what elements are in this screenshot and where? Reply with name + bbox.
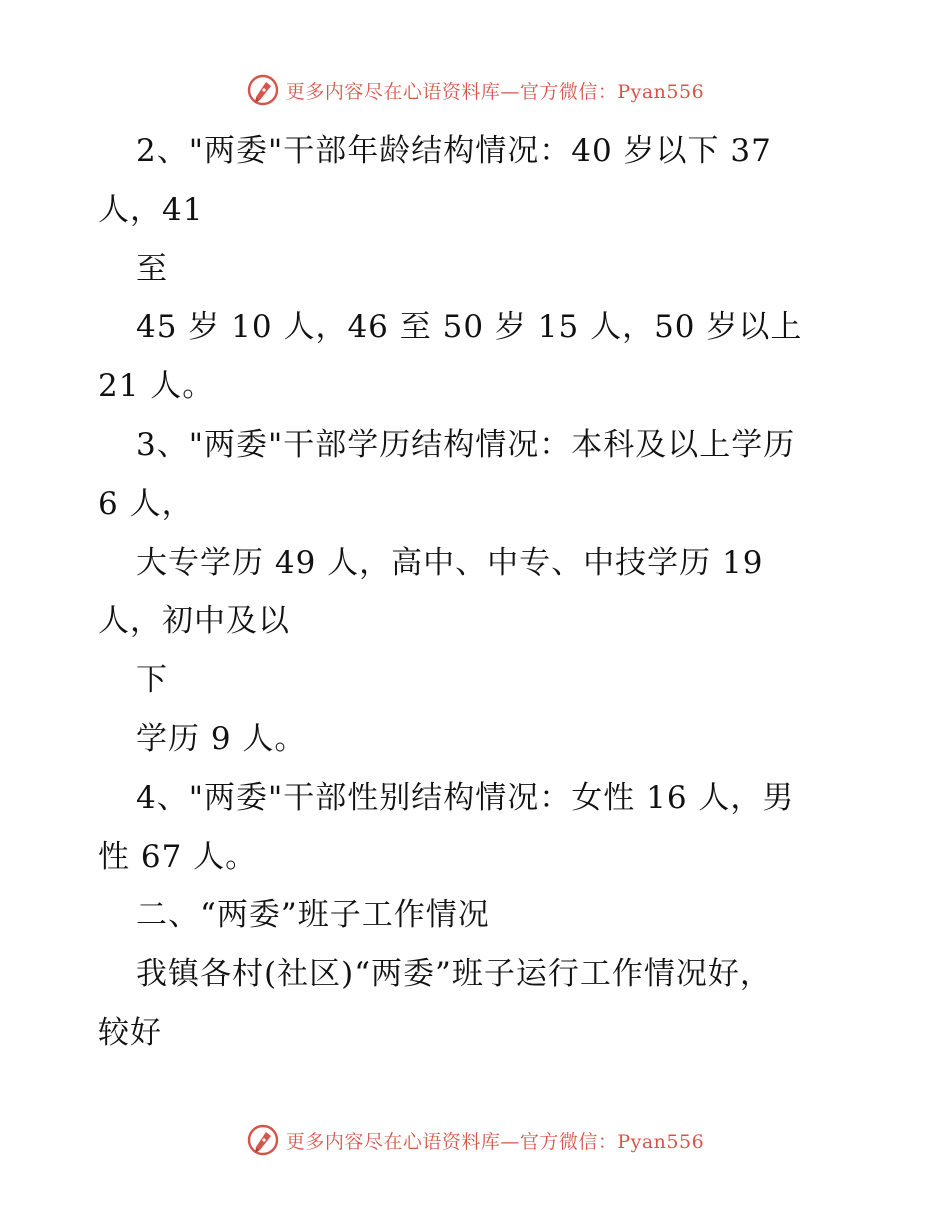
text-line: 人，41 xyxy=(98,191,204,228)
text-line: 下 xyxy=(136,662,168,699)
text-line: 21 人。 xyxy=(98,368,215,405)
text-line: 大专学历 49 人，高中、中专、中技学历 19 xyxy=(136,544,764,581)
text-line: 性 67 人。 xyxy=(98,838,258,875)
text-line: 3、"两委"干部学历结构情况：本科及以上学历 xyxy=(136,426,796,463)
text-line: 4、"两委"干部性别结构情况：女性 16 人，男 xyxy=(136,779,795,816)
pen-nib-in-circle-icon xyxy=(246,1123,280,1157)
text-line: 45 岁 10 人，46 至 50 岁 15 人，50 岁以上 xyxy=(136,309,803,346)
text-line: 人，初中及以 xyxy=(98,603,290,640)
text-line: 学历 9 人。 xyxy=(136,720,307,757)
text-line: 6 人， xyxy=(98,485,194,522)
text-line: 我镇各村(社区)“两委”班子运行工作情况好， xyxy=(136,956,772,993)
watermark-text: 更多内容尽在心语资料库—官方微信：Pyan556 xyxy=(285,1130,705,1153)
body-text xyxy=(98,122,858,1063)
pen-nib-in-circle-icon xyxy=(246,73,280,107)
text-line: 至 xyxy=(136,250,168,287)
text-line: 较好 xyxy=(98,1014,162,1051)
watermark-text: 更多内容尽在心语资料库—官方微信：Pyan556 xyxy=(285,80,705,103)
footer-watermark xyxy=(0,1120,950,1160)
text-line: 二、“两委”班子工作情况 xyxy=(136,897,490,934)
header-watermark xyxy=(0,70,950,110)
text-line: 2、"两委"干部年龄结构情况：40 岁以下 37 xyxy=(136,133,772,169)
